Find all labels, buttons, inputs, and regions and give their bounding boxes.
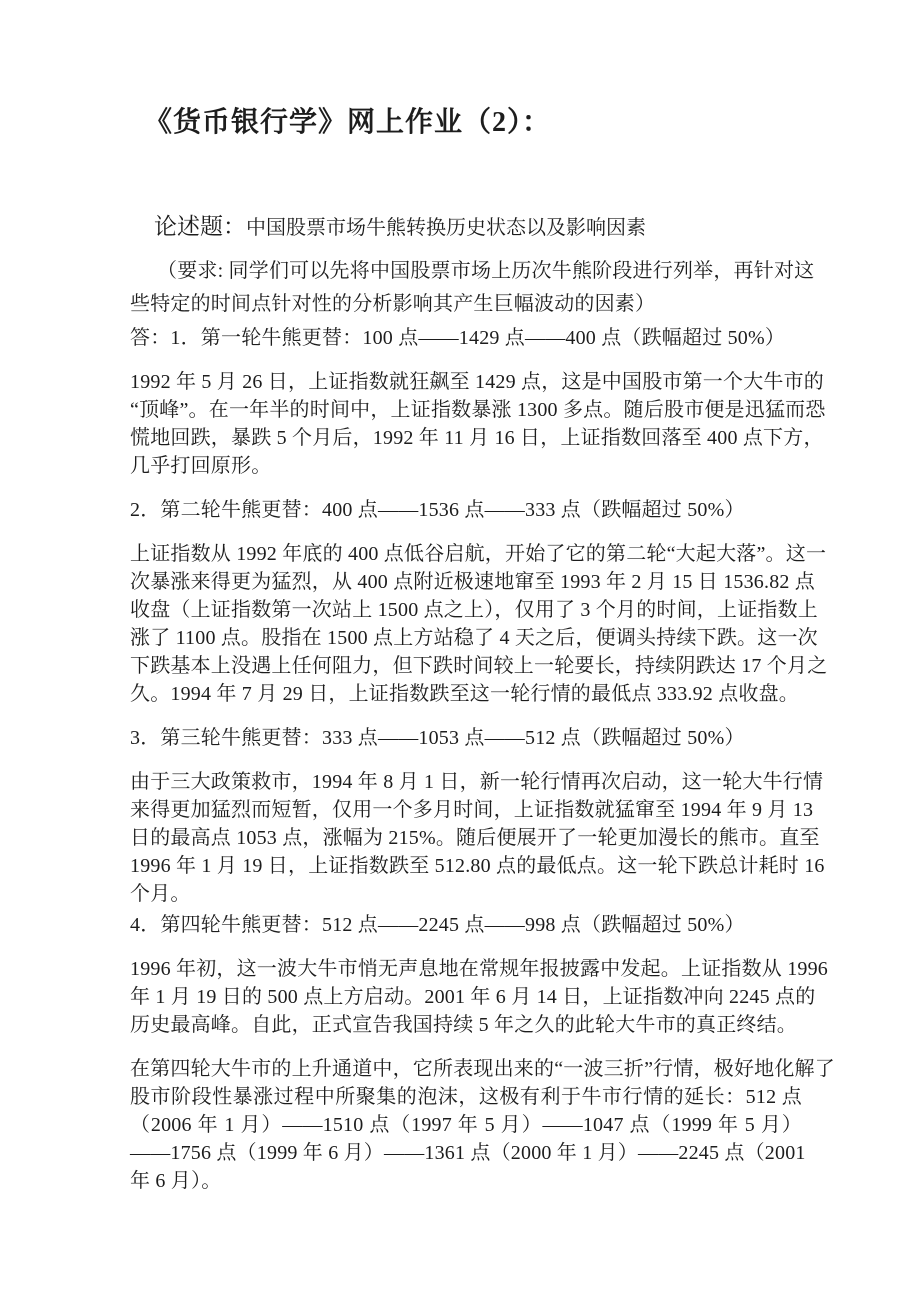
text-line: （要求: 同学们可以先将中国股票市场上历次牛熊阶段进行列举，再针对这 [157,260,815,282]
paragraph [130,368,826,480]
text-line: ——1756 点（1999 年 6 月）——1361 点（2000 年 1 月）——2245 点（2001 [130,1142,806,1164]
text-line: 些特定的时间点针对性的分析影响其产生巨幅波动的因素） [130,293,656,315]
essay-topic [130,212,802,243]
paragraph [130,1055,835,1195]
section-heading [130,911,802,939]
text-line: 下跌基本上没遇上任何阻力，但下跌时间较上一轮要长，持续阴跌达 17 个月之 [130,655,828,677]
text-line: 久。1994 年 7 月 29 日，上证指数跌至这一轮行情的最低点 333.92 点收盘。 [130,683,799,705]
paragraph [130,540,828,708]
text-line: 3．第三轮牛熊更替：333 点——1053 点——512 点（跌幅超过 50%） [130,727,745,749]
text-line: （2006 年 1 月）——1510 点（1997 年 5 月）——1047 点（1999 年 5 月） [130,1114,802,1136]
section-heading [130,496,802,524]
essay-topic-label: 论述题： [154,214,246,239]
text-line: 2．第二轮牛熊更替：400 点——1536 点——333 点（跌幅超过 50%） [130,499,745,521]
text-line: 个月。 [130,883,191,905]
section-heading [130,324,802,352]
text-line: 由于三大政策救市，1994 年 8 月 1 日，新一轮行情再次启动，这一轮大牛行情 [130,771,824,793]
document-title: 《货币银行学》网上作业（2）： [144,107,552,138]
text-line: “顶峰”。在一年半的时间中，上证指数暴涨 1300 多点。随后股市便是迅猛而恐 [130,399,826,421]
text-line: 1996 年初，这一波大牛市悄无声息地在常规年报披露中发起。上证指数从 1996 [130,958,828,980]
text-line: 年 6 月）。 [130,1170,222,1192]
paragraph [130,955,828,1039]
text-line: 慌地回跌，暴跌 5 个月后，1992 年 11 月 16 日，上证指数回落至 400 点下方， [130,427,824,449]
text-line: 几乎打回原形。 [130,455,272,477]
text-line: 年 1 月 19 日的 500 点上方启动。2001 年 6 月 14 日，上证指数冲向 2245 点的 [130,986,816,1008]
section-heading [130,724,802,752]
text-line: 1992 年 5 月 26 日，上证指数就狂飙至 1429 点，这是中国股市第一个大牛市的 [130,371,824,393]
text-line: 4．第四轮牛熊更替：512 点——2245 点——998 点（跌幅超过 50%） [130,914,745,936]
text-line: 在第四轮大牛市的上升通道中，它所表现出来的“一波三折”行情，极好地化解了 [130,1058,835,1080]
document-body [130,255,835,1195]
paragraph [130,255,815,321]
essay-topic-text: 中国股票市场牛熊转换历史状态以及影响因素 [246,217,646,239]
paragraph [130,768,825,908]
text-line: 股市阶段性暴涨过程中所聚集的泡沫，这极有利于牛市行情的延长：512 点 [130,1086,802,1108]
text-line: 涨了 1100 点。股指在 1500 点上方站稳了 4 天之后，便调头持续下跌。这一次 [130,627,818,649]
text-line: 次暴涨来得更为猛烈，从 400 点附近极速地窜至 1993 年 2 月 15 日 1536.82 点 [130,571,815,593]
text-line: 日的最高点 1053 点，涨幅为 215%。随后便展开了一轮更加漫长的熊市。直至 [130,827,820,849]
text-line: 1996 年 1 月 19 日，上证指数跌至 512.80 点的最低点。这一轮下跌总计耗时 16 [130,855,825,877]
text-line: 答：1．第一轮牛熊更替：100 点——1429 点——400 点（跌幅超过 50%） [130,327,786,349]
text-line: 收盘（上证指数第一次站上 1500 点之上），仅用了 3 个月的时间，上证指数上 [130,599,818,621]
text-line: 历史最高峰。自此，正式宣告我国持续 5 年之久的此轮大牛市的真正终结。 [130,1014,797,1036]
text-line: 上证指数从 1992 年底的 400 点低谷启航，开始了它的第二轮“大起大落”。这一 [130,543,827,565]
text-line: 来得更加猛烈而短暂，仅用一个多月时间，上证指数就猛窜至 1994 年 9 月 13 [130,799,814,821]
